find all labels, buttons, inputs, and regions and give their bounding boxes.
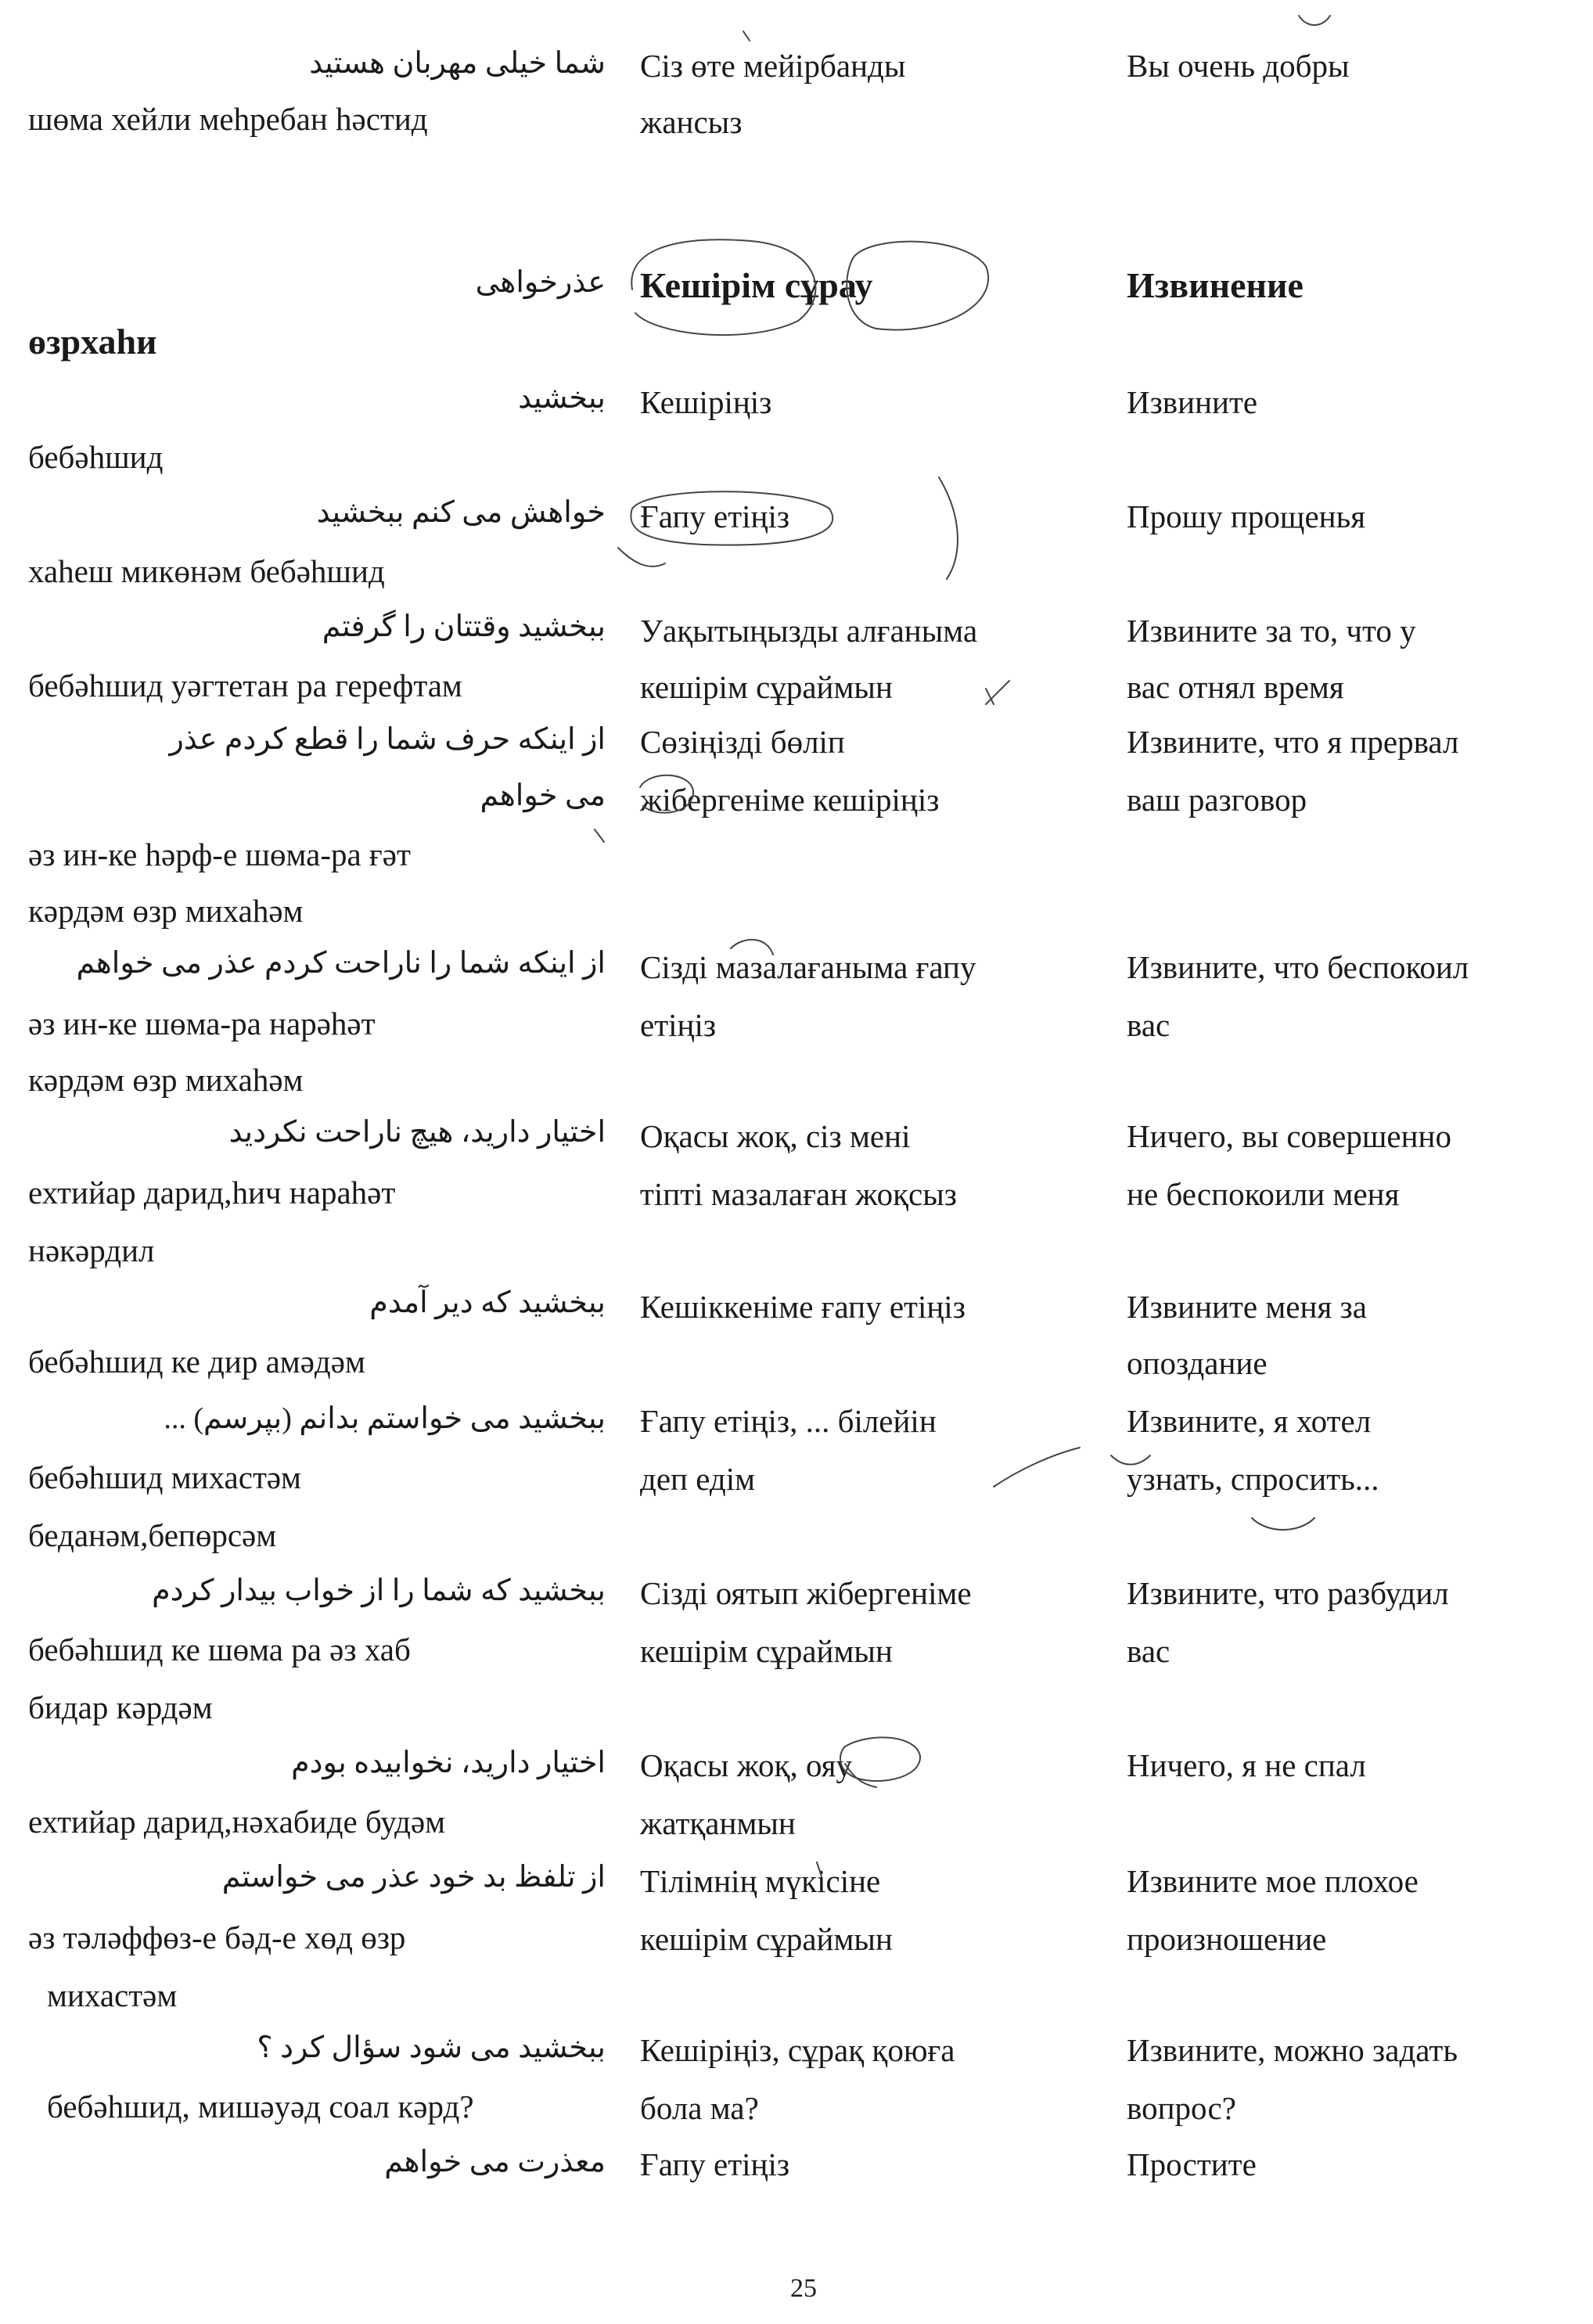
entry-persian: از اینکه حرف شما را قطع کردم عذر <box>169 723 606 756</box>
intro-kazakh-line2: жансыз <box>640 104 743 140</box>
entry-transliteration: михастәм <box>47 1977 178 2013</box>
entry-russian: Извините, что разбудил <box>1127 1575 1449 1611</box>
entry-transliteration: бебәһшид ке шөма ра әз хаб <box>28 1631 411 1667</box>
section-title-kazakh: Кешірім сұрау <box>640 265 873 305</box>
page-number: 25 <box>790 2274 817 2303</box>
section-title-russian: Извинение <box>1127 265 1304 305</box>
entry-kazakh: Ғапу етіңіз, ... білейін <box>640 1403 937 1439</box>
section-title-transliteration: өзрхаһи <box>28 322 157 362</box>
entry-persian: خواهش می کنم ببخشید <box>316 496 606 529</box>
entry-russian: Извините <box>1127 384 1258 420</box>
entry-kazakh: жатқанмын <box>640 1805 796 1841</box>
entry-russian: Извините, можно задать <box>1127 2032 1458 2068</box>
entry-kazakh: кешірім сұраймын <box>640 1633 893 1669</box>
entry-transliteration: бебәһшид ке дир амәдәм <box>28 1344 365 1380</box>
entry-russian: Извините, я хотел <box>1127 1403 1372 1439</box>
entry-russian: Извините за то, что у <box>1127 613 1416 649</box>
entry-kazakh: Тілімнің мүкісіне <box>640 1863 881 1899</box>
entry-transliteration: бебәһшид <box>28 439 164 475</box>
entry-kazakh: Оқасы жоқ, ояу <box>640 1747 853 1783</box>
entry-russian: Извините, что я прервал <box>1127 724 1459 760</box>
entry-russian: Простите <box>1127 2146 1257 2182</box>
entry-transliteration: әз тәләффөз-е бәд-е хөд өзр <box>28 1919 406 1955</box>
entry-kazakh: Уақытыңызды алғаныма <box>640 613 978 649</box>
entry-kazakh: Кешіріңіз, сұрақ қоюға <box>640 2032 955 2068</box>
entry-kazakh: Сөзіңізді бөліп <box>640 724 845 760</box>
entry-transliteration: бебәһшид, мишәуәд соал кәрд? <box>47 2088 474 2124</box>
entry-russian: вас <box>1127 1633 1170 1669</box>
entry-kazakh: Сізді мазалағаныма ғапу <box>640 949 976 985</box>
entry-transliteration: нәкәрдил <box>28 1232 155 1268</box>
entry-transliteration: бебәһшид уәгтетан ра герефтам <box>28 667 462 703</box>
intro-transliteration: шөма хейли меһребан һәстид <box>28 101 428 137</box>
entry-russian: вопрос? <box>1127 2090 1236 2126</box>
entry-kazakh: Оқасы жоқ, сіз мені <box>640 1118 911 1154</box>
entry-persian: ببخشید می شود سؤال کرد ؟ <box>257 2031 606 2064</box>
entry-persian: از اینکه شما را ناراحت کردم عذر می خواهم <box>76 947 606 980</box>
entry-persian: ببخشید <box>518 382 606 415</box>
entry-transliteration: хаһеш микөнәм бебәһшид <box>28 553 385 589</box>
entry-transliteration: әз ин-ке һәрф-е шөма-ра ғәт <box>28 836 411 872</box>
entry-kazakh: кешірім сұраймын <box>640 1921 893 1957</box>
section-title-persian: عذرخواهی <box>475 266 606 299</box>
entry-kazakh: жібергеніме кешіріңіз <box>640 782 940 818</box>
entry-transliteration: бебәһшид михастәм <box>28 1459 302 1495</box>
entry-persian: از تلفظ بد خود عذر می خواستم <box>221 1861 606 1894</box>
intro-persian: شما خیلی مهربان هستید <box>309 47 606 80</box>
entry-russian: Извините, что беспокоил <box>1127 949 1469 985</box>
entry-persian: اختیار دارید، نخوابیده بودم <box>291 1747 606 1779</box>
entry-persian: می خواهم <box>480 779 606 812</box>
entry-kazakh: Сізді оятып жібергеніме <box>640 1575 972 1611</box>
entry-kazakh: бола ма? <box>640 2090 759 2126</box>
entry-russian: произношение <box>1127 1921 1327 1957</box>
entry-transliteration: беданәм,бепөрсәм <box>28 1517 277 1553</box>
entry-russian: Извините мое плохое <box>1127 1863 1419 1899</box>
entry-transliteration: бидар кәрдәм <box>28 1689 213 1725</box>
intro-russian: Вы очень добры <box>1127 48 1350 84</box>
entry-russian: не беспокоили меня <box>1127 1176 1400 1212</box>
entry-transliteration: кәрдәм өзр михаһәм <box>28 893 304 929</box>
entry-russian: Ничего, я не спал <box>1127 1747 1366 1783</box>
entry-kazakh: тіпті мазалаған жоқсыз <box>640 1176 957 1212</box>
entry-russian: вас отнял время <box>1127 669 1344 705</box>
entry-russian: узнать, спросить... <box>1127 1461 1379 1497</box>
entry-russian: вас <box>1127 1007 1170 1043</box>
intro-kazakh-line1: Сіз өте мейірбанды <box>640 48 906 84</box>
entry-transliteration: ехтийар дарид,нәхабиде будәм <box>28 1804 446 1840</box>
entry-kazakh: Ғапу етіңіз <box>640 498 790 534</box>
entry-transliteration: әз ин-ке шөма-ра нарәһәт <box>28 1006 376 1041</box>
entry-kazakh: Кешіккеніме ғапу етіңіз <box>640 1289 966 1325</box>
entry-transliteration: кәрдәм өзр михаһәм <box>28 1062 304 1098</box>
entry-russian: ваш разговор <box>1127 782 1307 818</box>
entry-transliteration: ехтийар дарид,һич нараһәт <box>28 1175 396 1211</box>
entry-persian: ببخشید که شما را از خواب بیدار کردم <box>152 1574 606 1607</box>
entry-russian: опоздание <box>1127 1345 1268 1381</box>
entry-russian: Прошу прощенья <box>1127 498 1366 534</box>
entry-kazakh: Кешіріңіз <box>640 384 772 420</box>
entry-persian: ببخشید وقتتان را گرفتم <box>322 610 606 643</box>
entry-russian: Ничего, вы совершенно <box>1127 1118 1451 1154</box>
entry-persian: ببخشید که دیر آمدم <box>369 1286 606 1319</box>
entry-kazakh: етіңіз <box>640 1007 717 1043</box>
entry-russian: Извините меня за <box>1127 1289 1367 1325</box>
entry-kazakh: деп едім <box>640 1461 756 1497</box>
entry-persian: ببخشید می خواستم بدانم (بپرسم) ... <box>164 1402 606 1435</box>
entry-kazakh: Ғапу етіңіз <box>640 2146 790 2182</box>
entry-persian: اختیار دارید، هیچ ناراحت نکردید <box>228 1116 606 1149</box>
entry-kazakh: кешірім сұраймын <box>640 669 893 705</box>
entry-persian: معذرت می خواهم <box>384 2146 606 2178</box>
